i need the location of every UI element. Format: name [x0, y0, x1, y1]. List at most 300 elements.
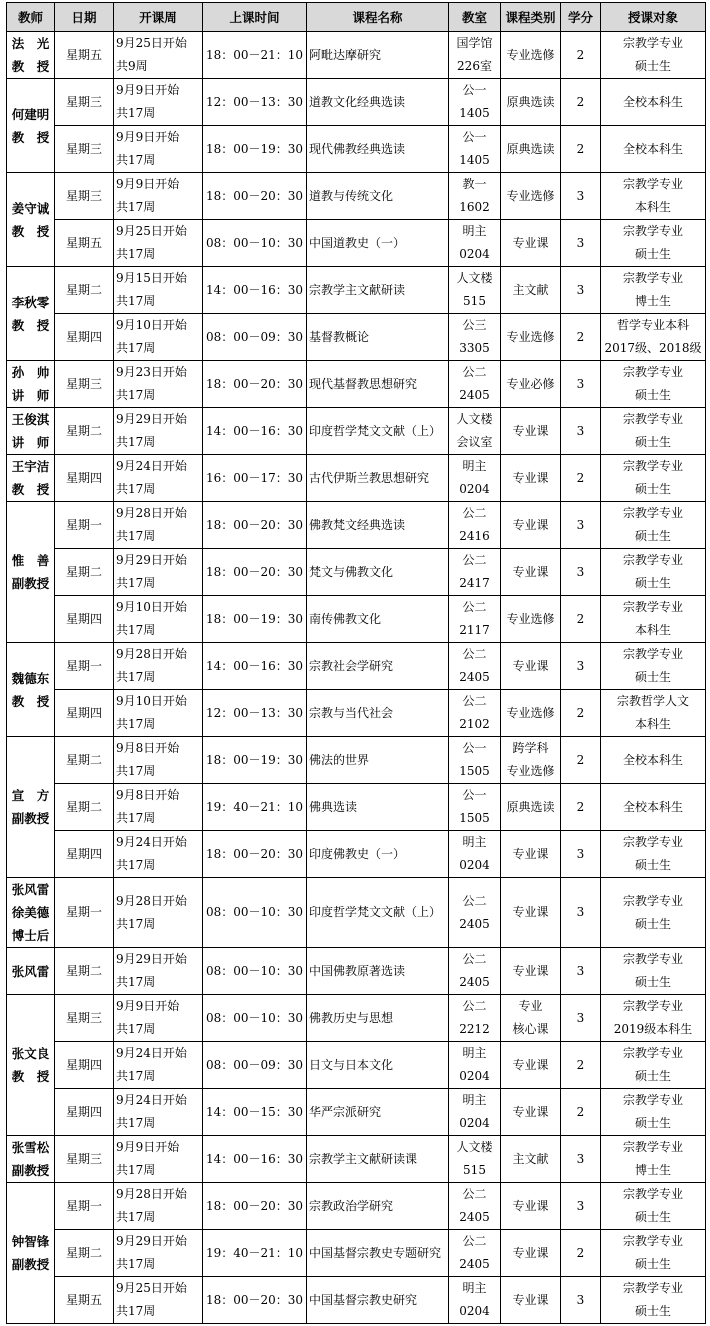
start-week-cell-line: 9月25日开始 [116, 36, 187, 50]
course-schedule-table [6, 2, 706, 1324]
target-students-cell-line: 硕士生 [634, 529, 671, 543]
start-week-cell-line: 9月25日开始 [116, 224, 187, 238]
start-week-cell-line: 9月23日开始 [116, 365, 187, 379]
start-week-cell [114, 995, 203, 1042]
course-type-cell [501, 995, 561, 1042]
course-type-cell [501, 32, 561, 79]
start-week-cell-line: 9月10日开始 [116, 318, 187, 332]
start-week-cell-line: 共17周 [116, 341, 156, 355]
course-type-cell-line: 专业选修 [506, 705, 555, 720]
start-week-cell [114, 1183, 203, 1230]
credit-cell: 3 [561, 878, 601, 948]
classroom-cell [449, 1277, 501, 1324]
day-cell: 星期二 [55, 1230, 114, 1277]
classroom-cell-line: 2405 [459, 1257, 490, 1271]
target-students-cell-line: 本科生 [634, 717, 671, 731]
start-week-cell-line: 共9周 [116, 59, 148, 73]
target-students-cell [601, 502, 706, 549]
target-students-cell-line: 硕士生 [634, 1210, 671, 1224]
teacher-cell [7, 995, 55, 1136]
course-name-cell: 基督教概论 [307, 314, 449, 361]
course-type-cell [501, 1136, 561, 1183]
target-students-cell-line: 宗教学专业 [622, 600, 683, 614]
target-students-cell-line: 宗教学专业 [622, 835, 683, 849]
target-students-cell-line: 宗教学专业 [622, 177, 683, 191]
target-students-cell [601, 784, 706, 831]
credit-cell: 3 [561, 643, 601, 690]
course-name-cell: 道教与传统文化 [307, 173, 449, 220]
teacher-cell [7, 361, 55, 408]
teacher-cell-line: 教 授 [11, 223, 50, 239]
course-name-cell: 中国佛教原著选读 [307, 948, 449, 995]
credit-cell: 3 [561, 361, 601, 408]
class-time-cell: 18：00－20：30 [203, 831, 307, 878]
classroom-cell [449, 643, 501, 690]
course-type-cell [501, 126, 561, 173]
classroom-cell-line: 2405 [459, 975, 490, 989]
course-name-cell: 印度哲学梵文文献（上） [307, 408, 449, 455]
start-week-cell [114, 1042, 203, 1089]
start-week-cell-line: 9月28日开始 [116, 1187, 187, 1201]
start-week-cell [114, 502, 203, 549]
classroom-cell-line: 明主 [462, 835, 487, 849]
teacher-cell-line: 教 授 [11, 693, 50, 709]
credit-cell: 2 [561, 737, 601, 784]
teacher-cell-line: 教 授 [11, 317, 50, 333]
start-week-cell [114, 1136, 203, 1183]
target-students-cell [601, 1183, 706, 1230]
credit-cell: 2 [561, 126, 601, 173]
credit-cell: 3 [561, 549, 601, 596]
day-cell: 星期四 [55, 831, 114, 878]
classroom-cell [449, 1183, 501, 1230]
start-week-cell [114, 314, 203, 361]
classroom-cell-line: 会议室 [456, 435, 493, 449]
teacher-cell-line: 王宇洁 [11, 459, 50, 474]
table-row [7, 1042, 706, 1089]
start-week-cell-line: 共17周 [116, 153, 156, 167]
classroom-cell-line: 1405 [459, 106, 490, 120]
classroom-cell [449, 784, 501, 831]
credit-cell: 2 [561, 1042, 601, 1089]
target-students-cell-line: 全校本科生 [622, 752, 683, 767]
target-students-cell-line: 硕士生 [634, 247, 671, 261]
target-students-cell-line: 全校本科生 [622, 799, 683, 814]
target-students-cell [601, 1042, 706, 1089]
classroom-cell-line: 2405 [459, 916, 490, 931]
target-students-cell [601, 361, 706, 408]
target-students-cell-line: 宗教学专业 [622, 553, 683, 567]
class-time-cell: 14：00－15：30 [203, 1089, 307, 1136]
day-cell: 星期四 [55, 1042, 114, 1089]
target-students-cell-line: 宗教学专业 [622, 999, 683, 1013]
target-students-cell-line: 哲学专业本科 [616, 318, 689, 332]
course-type-cell-line: 专业课 [512, 846, 549, 861]
start-week-cell [114, 596, 203, 643]
course-type-cell [501, 1042, 561, 1089]
course-name-cell: 阿毗达摩研究 [307, 32, 449, 79]
start-week-cell-line: 共17周 [116, 529, 156, 543]
course-type-cell-line: 专业课 [512, 1292, 549, 1307]
start-week-cell [114, 408, 203, 455]
course-type-cell [501, 408, 561, 455]
course-name-cell: 宗教学主文献研读课 [307, 1136, 449, 1183]
table-row [7, 267, 706, 314]
teacher-cell-line: 李秋零 [11, 294, 50, 310]
class-time-cell: 12：00－13：30 [203, 690, 307, 737]
course-type-cell [501, 737, 561, 784]
classroom-cell-line: 0204 [459, 1304, 490, 1318]
start-week-cell [114, 1277, 203, 1324]
day-cell: 星期二 [55, 408, 114, 455]
day-cell: 星期三 [55, 126, 114, 173]
target-students-cell-line: 宗教哲学人文 [616, 694, 689, 708]
header-row [7, 3, 706, 32]
table-row [7, 1230, 706, 1277]
start-week-cell [114, 948, 203, 995]
target-students-cell-line: 硕士生 [634, 975, 671, 989]
target-students-cell-line: 全校本科生 [622, 141, 683, 156]
target-students-cell-line: 宗教学专业 [622, 893, 683, 908]
classroom-cell-line: 0204 [459, 858, 490, 872]
start-week-cell [114, 878, 203, 948]
target-students-cell [601, 220, 706, 267]
credit-cell: 3 [561, 267, 601, 314]
classroom-cell [449, 32, 501, 79]
classroom-cell-line: 2417 [459, 576, 490, 590]
target-students-cell-line: 宗教学专业 [622, 459, 683, 473]
start-week-cell-line: 共17周 [116, 200, 156, 214]
classroom-cell-line: 公二 [462, 553, 487, 567]
class-time-cell: 14：00－16：30 [203, 267, 307, 314]
class-time-cell: 08：00－10：30 [203, 948, 307, 995]
classroom-cell [449, 831, 501, 878]
teacher-cell-line: 教 授 [11, 129, 50, 145]
classroom-cell [449, 455, 501, 502]
classroom-cell-line: 3305 [459, 341, 490, 355]
class-time-cell: 19：40－21：10 [203, 784, 307, 831]
start-week-cell-line: 共17周 [116, 247, 156, 261]
classroom-cell-line: 人文楼 [456, 271, 493, 285]
course-type-cell-line: 专业选修 [506, 764, 555, 778]
target-students-cell-line: 全校本科生 [622, 94, 683, 109]
classroom-cell-line: 公二 [462, 600, 487, 614]
teacher-cell [7, 643, 55, 737]
target-students-cell [601, 314, 706, 361]
table-row [7, 361, 706, 408]
teacher-cell-line: 何建明 [11, 106, 50, 122]
target-students-cell-line: 硕士生 [634, 576, 671, 590]
course-type-cell [501, 643, 561, 690]
teacher-cell [7, 878, 55, 948]
course-type-cell-line: 专业课 [512, 564, 549, 579]
target-students-cell-line: 硕士生 [634, 388, 671, 402]
classroom-cell-line: 明主 [462, 459, 487, 473]
start-week-cell [114, 32, 203, 79]
teacher-cell-line: 张文良 [11, 1046, 50, 1061]
header-classroom: 教室 [449, 3, 501, 32]
day-cell: 星期三 [55, 995, 114, 1042]
teacher-cell [7, 32, 55, 79]
start-week-cell [114, 455, 203, 502]
target-students-cell [601, 267, 706, 314]
table-row [7, 549, 706, 596]
day-cell: 星期四 [55, 690, 114, 737]
start-week-cell [114, 690, 203, 737]
classroom-cell-line: 2102 [459, 717, 490, 731]
day-cell: 星期二 [55, 737, 114, 784]
course-name-cell: 宗教社会学研究 [307, 643, 449, 690]
classroom-cell [449, 878, 501, 948]
course-name-cell: 南传佛教文化 [307, 596, 449, 643]
teacher-cell-line: 讲 师 [11, 435, 50, 450]
target-students-cell [601, 455, 706, 502]
class-time-cell: 08：00－09：30 [203, 314, 307, 361]
table-row [7, 1089, 706, 1136]
course-type-cell-line: 专业选修 [506, 611, 555, 626]
target-students-cell-line: 宗教学专业 [622, 365, 683, 379]
header-credit: 学分 [561, 3, 601, 32]
start-week-cell-line: 共17周 [116, 764, 156, 778]
table-row [7, 220, 706, 267]
classroom-cell-line: 公二 [462, 952, 487, 966]
target-students-cell-line: 博士生 [634, 294, 671, 308]
class-time-cell: 08：00－10：30 [203, 995, 307, 1042]
header-teacher: 教师 [7, 3, 55, 32]
target-students-cell [601, 173, 706, 220]
class-time-cell: 08：00－09：30 [203, 1042, 307, 1089]
start-week-cell-line: 9月10日开始 [116, 694, 187, 708]
day-cell: 星期四 [55, 455, 114, 502]
start-week-cell-line: 9月24日开始 [116, 1093, 187, 1107]
classroom-cell-line: 明主 [462, 1046, 487, 1060]
teacher-cell [7, 1136, 55, 1183]
classroom-cell [449, 737, 501, 784]
table-row [7, 502, 706, 549]
teacher-cell-line: 教 授 [11, 482, 50, 497]
teacher-cell-line: 张风雷 [11, 963, 50, 979]
classroom-cell-line: 公二 [462, 694, 487, 708]
credit-cell: 2 [561, 784, 601, 831]
start-week-cell [114, 361, 203, 408]
credit-cell: 2 [561, 32, 601, 79]
start-week-cell [114, 784, 203, 831]
classroom-cell-line: 226室 [457, 59, 492, 73]
course-type-cell-line: 专业课 [512, 905, 549, 919]
start-week-cell-line: 9月24日开始 [116, 1046, 187, 1060]
target-students-cell-line: 宗教学专业 [622, 1281, 683, 1295]
credit-cell: 2 [561, 690, 601, 737]
start-week-cell-line: 9月8日开始 [116, 741, 180, 755]
course-type-cell [501, 361, 561, 408]
course-type-cell-line: 原典选读 [506, 94, 555, 109]
course-type-cell-line: 专业课 [512, 1104, 549, 1119]
classroom-cell-line: 2117 [459, 623, 490, 637]
target-students-cell-line: 本科生 [634, 623, 671, 637]
classroom-cell-line: 0204 [459, 1116, 490, 1130]
course-type-cell-line: 专业课 [512, 658, 549, 673]
course-type-cell-line: 原典选读 [506, 799, 555, 814]
teacher-cell [7, 948, 55, 995]
table-row [7, 314, 706, 361]
target-students-cell-line: 硕士生 [634, 1069, 671, 1083]
start-week-cell-line: 9月9日开始 [116, 177, 180, 191]
header-start-week: 开课周 [114, 3, 203, 32]
start-week-cell-line: 共17周 [116, 1257, 156, 1271]
target-students-cell [601, 690, 706, 737]
classroom-cell [449, 361, 501, 408]
header-course-name: 课程名称 [307, 3, 449, 32]
teacher-cell-line: 副教授 [11, 576, 50, 591]
classroom-cell-line: 公二 [462, 506, 487, 520]
course-name-cell: 宗教与当代社会 [307, 690, 449, 737]
target-students-cell-line: 硕士生 [634, 858, 671, 872]
start-week-cell [114, 1089, 203, 1136]
class-time-cell: 08：00－10：30 [203, 878, 307, 948]
table-row [7, 1183, 706, 1230]
table-row [7, 32, 706, 79]
start-week-cell-line: 共17周 [116, 1116, 156, 1130]
day-cell: 星期二 [55, 784, 114, 831]
target-students-cell-line: 硕士生 [634, 916, 671, 931]
credit-cell: 2 [561, 1230, 601, 1277]
classroom-cell-line: 公二 [462, 647, 487, 661]
course-name-cell: 梵文与佛教文化 [307, 549, 449, 596]
start-week-cell-line: 9月29日开始 [116, 952, 187, 966]
target-students-cell-line: 硕士生 [634, 1116, 671, 1130]
start-week-cell-line: 9月10日开始 [116, 600, 187, 614]
classroom-cell [449, 126, 501, 173]
target-students-cell [601, 948, 706, 995]
course-type-cell [501, 1230, 561, 1277]
target-students-cell-line: 硕士生 [634, 1257, 671, 1271]
class-time-cell: 18：00－20：30 [203, 1277, 307, 1324]
start-week-cell [114, 79, 203, 126]
credit-cell: 2 [561, 455, 601, 502]
target-students-cell [601, 831, 706, 878]
target-students-cell-line: 博士生 [634, 1163, 671, 1177]
target-students-cell-line: 宗教学专业 [622, 1140, 683, 1154]
start-week-cell-line: 共17周 [116, 717, 156, 731]
schedule-body [7, 32, 706, 1324]
credit-cell: 2 [561, 314, 601, 361]
course-name-cell: 佛法的世界 [307, 737, 449, 784]
start-week-cell-line: 共17周 [116, 1210, 156, 1224]
target-students-cell [601, 878, 706, 948]
course-type-cell-line: 主文献 [512, 282, 549, 297]
target-students-cell-line: 硕士生 [634, 482, 671, 496]
teacher-cell-line: 钟智锋 [11, 1234, 50, 1249]
classroom-cell-line: 公一 [462, 788, 487, 802]
table-row [7, 995, 706, 1042]
day-cell: 星期三 [55, 1136, 114, 1183]
course-type-cell-line: 专业必修 [506, 376, 555, 391]
teacher-cell [7, 455, 55, 502]
target-students-cell-line: 宗教学专业 [622, 36, 683, 50]
classroom-cell-line: 明主 [462, 1093, 487, 1107]
target-students-cell-line: 本科生 [634, 200, 671, 214]
target-students-cell-line: 硕士生 [634, 435, 671, 449]
target-students-cell-line: 硕士生 [634, 670, 671, 684]
classroom-cell [449, 314, 501, 361]
start-week-cell-line: 共17周 [116, 975, 156, 989]
table-row [7, 643, 706, 690]
target-students-cell-line: 宗教学专业 [622, 224, 683, 238]
course-type-cell [501, 1183, 561, 1230]
credit-cell: 3 [561, 1136, 601, 1183]
course-type-cell-line: 原典选读 [506, 141, 555, 156]
teacher-cell [7, 737, 55, 878]
table-row [7, 784, 706, 831]
course-type-cell-line: 专业 [518, 999, 543, 1013]
classroom-cell [449, 995, 501, 1042]
target-students-cell [601, 643, 706, 690]
day-cell: 星期二 [55, 549, 114, 596]
table-row [7, 173, 706, 220]
course-type-cell [501, 173, 561, 220]
target-students-cell [601, 126, 706, 173]
header-class-time: 上课时间 [203, 3, 307, 32]
classroom-cell-line: 公二 [462, 1187, 487, 1201]
target-students-cell [601, 79, 706, 126]
course-type-cell [501, 596, 561, 643]
course-name-cell: 现代基督教思想研究 [307, 361, 449, 408]
class-time-cell: 16：00－17：30 [203, 455, 307, 502]
start-week-cell [114, 267, 203, 314]
course-type-cell-line: 专业课 [512, 517, 549, 532]
day-cell: 星期五 [55, 1277, 114, 1324]
header-day: 日期 [55, 3, 114, 32]
course-type-cell-line: 专业课 [512, 235, 549, 250]
start-week-cell-line: 9月9日开始 [116, 1140, 180, 1154]
day-cell: 星期二 [55, 267, 114, 314]
course-name-cell: 佛典选读 [307, 784, 449, 831]
target-students-cell-line: 宗教学专业 [622, 1093, 683, 1107]
credit-cell: 3 [561, 220, 601, 267]
teacher-cell-line: 博士后 [11, 928, 50, 943]
day-cell: 星期一 [55, 1183, 114, 1230]
class-time-cell: 18：00－20：30 [203, 502, 307, 549]
table-row [7, 948, 706, 995]
credit-cell: 3 [561, 948, 601, 995]
course-name-cell: 印度哲学梵文文献（上） [307, 878, 449, 948]
start-week-cell [114, 1230, 203, 1277]
classroom-cell-line: 公三 [462, 318, 487, 332]
teacher-cell-line: 张风雷 [11, 882, 50, 897]
target-students-cell-line: 硕士生 [634, 59, 671, 73]
course-type-cell-line: 专业选修 [506, 188, 555, 203]
teacher-cell-line: 宣 方 [11, 788, 50, 803]
table-row [7, 455, 706, 502]
teacher-cell [7, 173, 55, 267]
classroom-cell-line: 公二 [462, 1234, 487, 1248]
day-cell: 星期三 [55, 79, 114, 126]
classroom-cell [449, 173, 501, 220]
course-name-cell: 中国道教史（一） [307, 220, 449, 267]
class-time-cell: 18：00－19：30 [203, 737, 307, 784]
course-type-cell [501, 549, 561, 596]
teacher-cell [7, 502, 55, 643]
classroom-cell [449, 1230, 501, 1277]
teacher-cell-line: 徐美德 [11, 905, 50, 920]
classroom-cell-line: 0204 [459, 482, 490, 496]
credit-cell: 3 [561, 831, 601, 878]
classroom-cell-line: 公二 [462, 365, 487, 379]
classroom-cell-line: 明主 [462, 224, 487, 238]
teacher-cell [7, 408, 55, 455]
credit-cell: 3 [561, 1183, 601, 1230]
start-week-cell-line: 共17周 [116, 482, 156, 496]
